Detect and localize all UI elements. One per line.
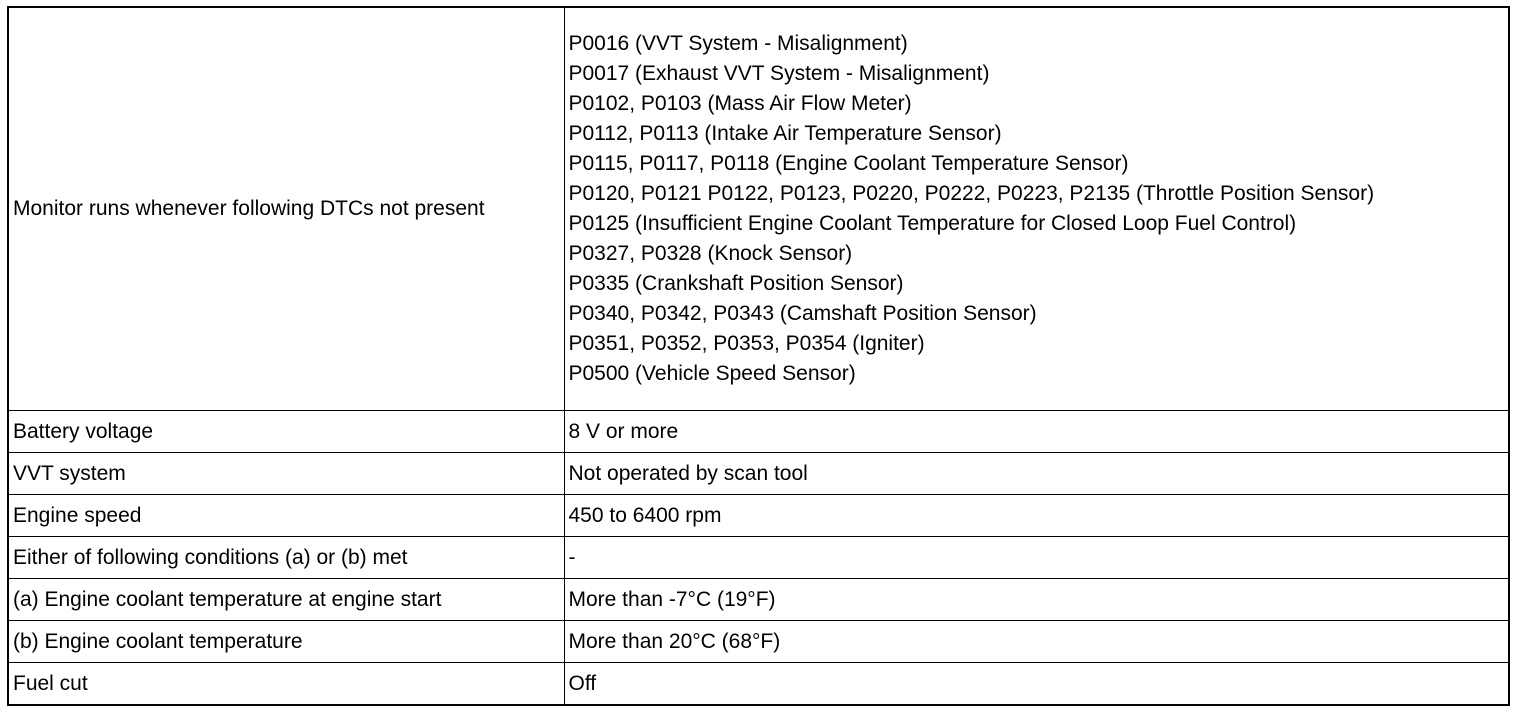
dtc-item: P0112, P0113 (Intake Air Temperature Sensor) [568, 122, 1002, 145]
table-row [8, 495, 1509, 537]
value-cell: Not operated by scan tool [564, 453, 1509, 495]
value-cell: 8 V or more [564, 411, 1509, 453]
dtc-item: P0102, P0103 (Mass Air Flow Meter) [568, 92, 912, 115]
dtc-item: P0017 (Exhaust VVT System - Misalignment) [568, 62, 990, 85]
dtc-item: P0016 (VVT System - Misalignment) [568, 32, 908, 55]
value-cell: More than -7°C (19°F) [564, 579, 1509, 621]
table-row [8, 411, 1509, 453]
monitor-conditions-table [7, 6, 1510, 706]
dtc-item: P0500 (Vehicle Speed Sensor) [568, 362, 856, 385]
condition-cell: (b) Engine coolant temperature [8, 621, 564, 663]
dtc-item: P0125 (Insufficient Engine Coolant Temperature for Closed Loop Fuel Control) [568, 212, 1297, 235]
dtc-item: P0340, P0342, P0343 (Camshaft Position Sensor) [568, 302, 1037, 325]
condition-cell: Battery voltage [8, 411, 564, 453]
value-cell: 450 to 6400 rpm [564, 495, 1509, 537]
value-cell: More than 20°C (68°F) [564, 621, 1509, 663]
dtc-item: P0115, P0117, P0118 (Engine Coolant Temperature Sensor) [568, 152, 1129, 175]
table-row [8, 537, 1509, 579]
condition-cell: Engine speed [8, 495, 564, 537]
table-row [8, 7, 1509, 411]
dtc-item: P0120, P0121 P0122, P0123, P0220, P0222, P0223, P2135 (Throttle Position Sensor) [568, 182, 1375, 205]
dtc-item: P0351, P0352, P0353, P0354 (Igniter) [568, 332, 925, 355]
condition-cell: Either of following conditions (a) or (b) met [8, 537, 564, 579]
dtc-item: P0327, P0328 (Knock Sensor) [568, 242, 853, 265]
dtc-list-cell [564, 7, 1509, 411]
value-cell: Off [564, 663, 1509, 706]
table-row [8, 663, 1509, 706]
condition-cell: (a) Engine coolant temperature at engine start [8, 579, 564, 621]
table-row [8, 579, 1509, 621]
condition-cell: Monitor runs whenever following DTCs not present [8, 7, 564, 411]
table-row [8, 621, 1509, 663]
table-row [8, 453, 1509, 495]
condition-cell: VVT system [8, 453, 564, 495]
dtc-item: P0335 (Crankshaft Position Sensor) [568, 272, 904, 295]
value-cell: - [564, 537, 1509, 579]
condition-cell: Fuel cut [8, 663, 564, 706]
